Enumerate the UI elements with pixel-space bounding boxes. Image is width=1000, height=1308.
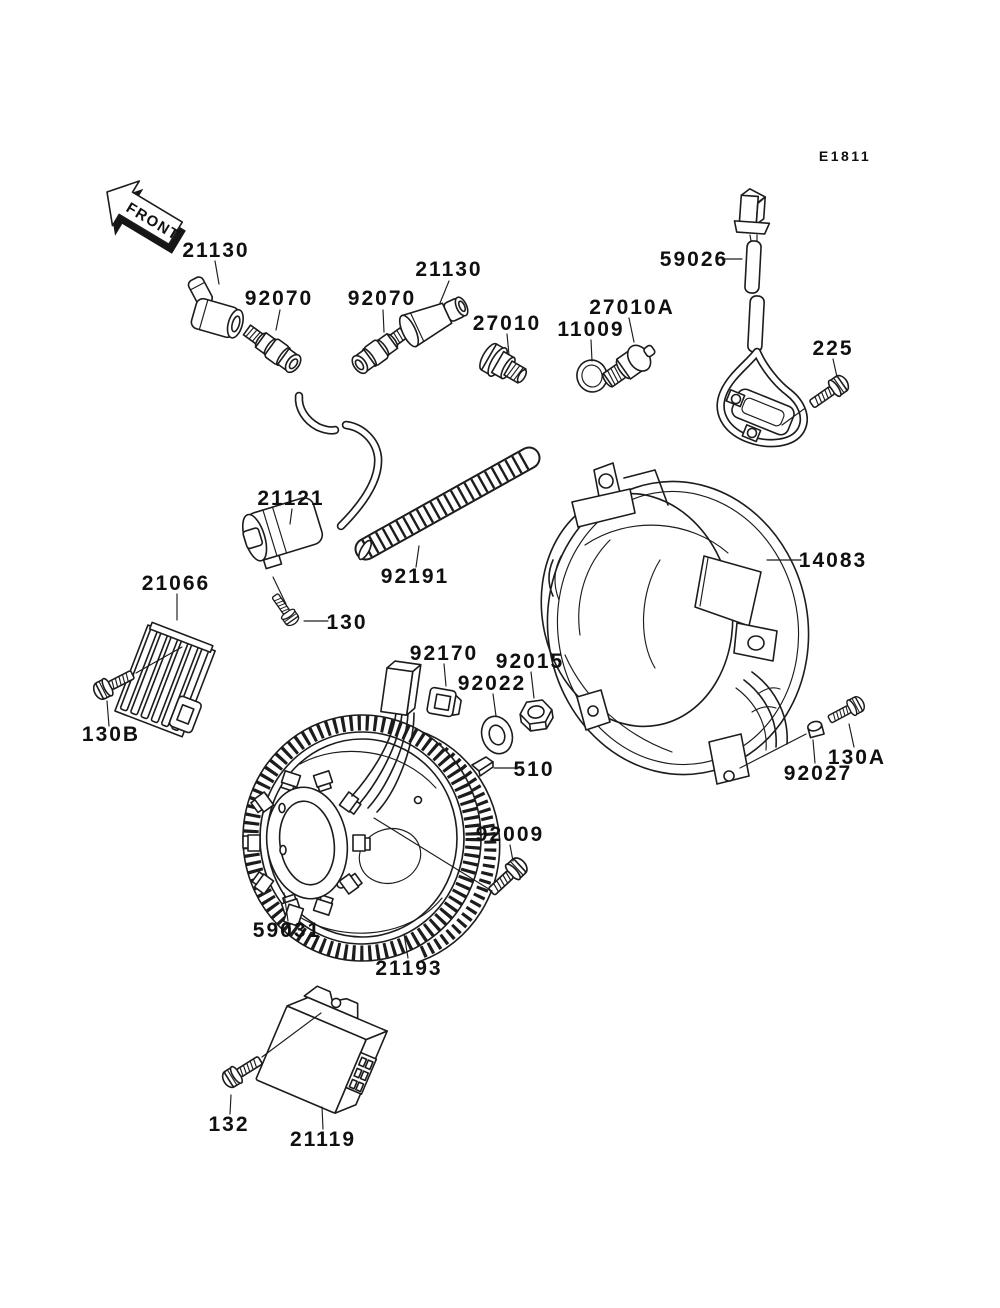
plug-cap-left [187,275,247,340]
part-label: 21066 [141,572,211,595]
part-label: 92027 [783,762,853,785]
part-label: 132 [208,1113,250,1136]
diagram-code: E1811 [818,148,872,164]
part-label: 27010A [589,296,675,319]
bolt-130 [269,577,302,628]
spark-plug-left [241,321,305,376]
front-arrow-label: FRONT [123,199,183,245]
stator-connector [381,660,421,716]
part-label: 21130 [182,239,250,262]
part-label: 92022 [457,672,527,695]
part-label: 27010 [472,312,542,335]
part-label: 14083 [798,549,868,572]
nut-92015 [519,699,555,732]
part-label: 92170 [409,642,479,665]
bolt-130a [826,694,867,727]
part-label: 59031 [252,919,322,942]
part-label: 92191 [380,565,450,588]
part-label: 21193 [375,957,443,980]
part-label: 510 [513,758,555,781]
cap-92027 [807,720,824,738]
part-label: 130 [326,611,368,634]
part-label: 225 [812,337,854,360]
part-label: 130A [827,746,887,769]
water-temp-sensor [476,340,533,391]
part-label: 92070 [244,287,314,310]
thermo-sensor [598,337,662,393]
part-label: 92015 [495,650,565,673]
part-label: 21130 [415,258,483,281]
part-label: 59026 [659,248,729,271]
front-direction-arrow [91,170,195,265]
igniter-unit [256,978,394,1120]
part-label: 11009 [557,318,625,341]
part-label: 92070 [347,287,417,310]
part-label: 21119 [289,1128,357,1151]
part-label: 21121 [257,487,325,510]
corrugated-tube [356,458,529,561]
part-label: 92009 [475,823,545,846]
washer-92022 [477,712,517,757]
bolt-92009 [485,855,531,900]
part-label: 130B [81,723,141,746]
pickup-coil-assembly [721,188,804,443]
